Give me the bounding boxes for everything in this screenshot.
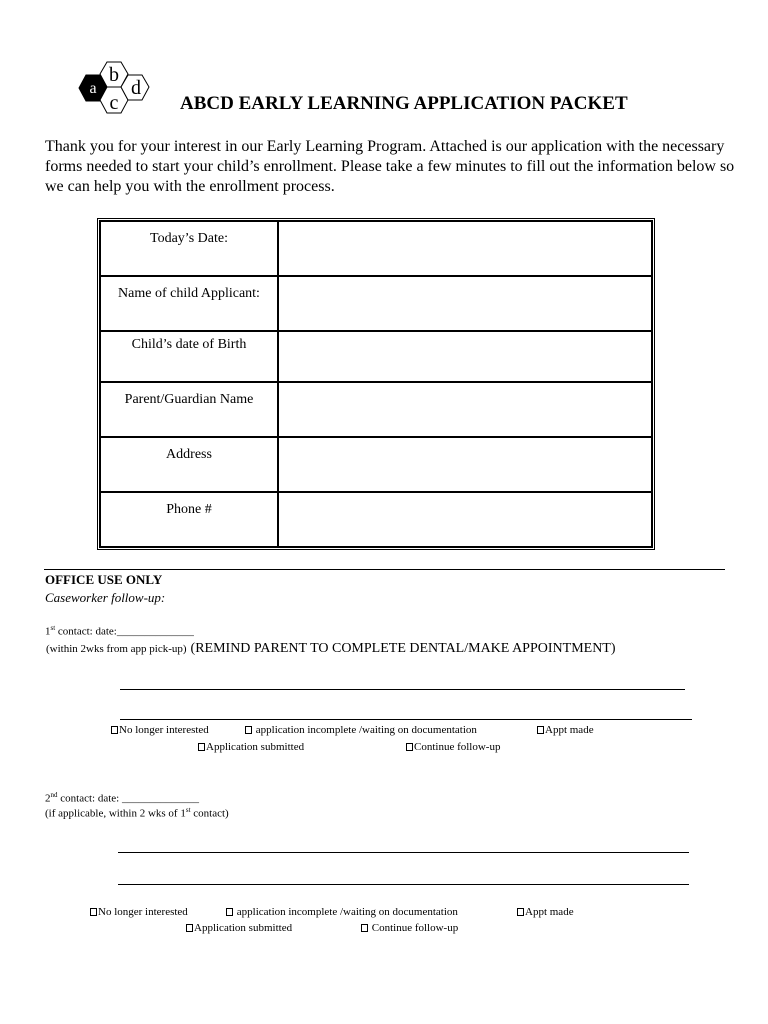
checkbox-box	[111, 726, 118, 734]
checkbox-label: application incomplete /waiting on documentation	[253, 724, 477, 736]
checkbox-label: No longer interested	[119, 724, 209, 736]
contact1-ordinal-suffix: st	[50, 624, 56, 632]
table-row	[100, 382, 652, 437]
checkbox-label: Continue follow-up	[414, 741, 501, 753]
logo-letter-d: d	[131, 77, 141, 99]
table-row	[100, 331, 652, 382]
contact1-continue-follow-up-checkbox[interactable]	[406, 741, 500, 753]
contact2-continue-follow-up-checkbox[interactable]	[361, 922, 458, 934]
table-row	[100, 437, 652, 492]
child-dob-field[interactable]	[278, 331, 652, 382]
checkbox-label: No longer interested	[98, 906, 188, 918]
checkbox-label: application incomplete /waiting on documentation	[234, 906, 458, 918]
first-contact-date-line[interactable]	[45, 624, 194, 638]
contact1-ordinal: 1	[45, 625, 51, 638]
checkbox-label: Appt made	[525, 906, 574, 918]
checkbox-box	[406, 743, 413, 751]
intro-paragraph: Thank you for your interest in our Early Learning Program. Attached is our application with the necessary forms needed to start your child’s enrollment. Please take a few minutes to fill out the information below so we can help you with the enrollment process.	[45, 138, 735, 195]
parent-name-label: Parent/Guardian Name	[100, 382, 278, 437]
logo-letter-a: a	[89, 80, 97, 97]
logo-letter-b: b	[109, 64, 119, 86]
contact2-within-prefix: (if applicable, within 2 wks of 1	[45, 807, 186, 820]
contact1-within-text: (within 2wks from app pick-up)	[46, 643, 187, 655]
second-contact-date-line[interactable]	[45, 791, 199, 805]
contact2-within-sup: st	[185, 806, 191, 814]
address-label: Address	[100, 437, 278, 492]
application-info-table	[97, 218, 655, 550]
second-contact-instructions	[45, 806, 229, 820]
table-row	[100, 492, 652, 547]
contact2-notes-line-2[interactable]	[118, 884, 689, 885]
logo-letter-c: c	[109, 92, 119, 114]
checkbox-box	[90, 908, 97, 916]
child-name-label: Name of child Applicant:	[100, 276, 278, 331]
checkbox-box	[198, 743, 205, 751]
section-divider	[44, 569, 725, 570]
abcd-logo	[66, 58, 172, 132]
checkbox-box	[361, 924, 368, 932]
checkbox-box	[226, 908, 233, 916]
parent-name-field[interactable]	[278, 382, 652, 437]
first-contact-instructions	[46, 639, 616, 657]
contact2-within-suffix: contact)	[190, 807, 229, 820]
child-name-field[interactable]	[278, 276, 652, 331]
contact2-no-longer-interested-checkbox[interactable]	[90, 906, 188, 918]
phone-label: Phone #	[100, 492, 278, 547]
contact2-application-submitted-checkbox[interactable]	[186, 922, 292, 934]
contact2-notes-line-1[interactable]	[118, 852, 689, 853]
contact1-appt-made-checkbox[interactable]	[537, 724, 594, 736]
contact1-notes-line-1[interactable]	[120, 689, 685, 690]
caseworker-subheading: Caseworker follow-up:	[45, 590, 166, 605]
office-use-heading: OFFICE USE ONLY	[45, 572, 163, 587]
contact1-notes-line-2[interactable]	[120, 719, 692, 720]
child-dob-label: Child’s date of Birth	[100, 331, 278, 382]
contact2-ordinal: 2	[45, 792, 51, 805]
checkbox-box	[537, 726, 544, 734]
todays-date-field[interactable]	[278, 221, 652, 276]
checkbox-box	[517, 908, 524, 916]
page-title: ABCD EARLY LEARNING APPLICATION PACKET	[180, 93, 628, 114]
contact2-ordinal-suffix: nd	[50, 791, 58, 799]
phone-field[interactable]	[278, 492, 652, 547]
todays-date-label: Today’s Date:	[100, 221, 278, 276]
address-field[interactable]	[278, 437, 652, 492]
checkbox-label: Application submitted	[194, 922, 293, 934]
checkbox-label: Application submitted	[206, 741, 305, 753]
contact1-remind-text: (REMIND PARENT TO COMPLETE DENTAL/MAKE APPOINTMENT)	[190, 641, 616, 656]
contact2-application-incomplete-checkbox[interactable]	[226, 906, 458, 918]
contact1-application-incomplete-checkbox[interactable]	[245, 724, 477, 736]
checkbox-box	[186, 924, 193, 932]
table-row	[100, 276, 652, 331]
contact2-date-label: contact: date: ______________	[57, 792, 199, 805]
contact2-appt-made-checkbox[interactable]	[517, 906, 574, 918]
table-row	[100, 221, 652, 276]
checkbox-box	[245, 726, 252, 734]
contact1-date-label: contact: date:______________	[55, 625, 194, 638]
contact1-application-submitted-checkbox[interactable]	[198, 741, 304, 753]
checkbox-label: Appt made	[545, 724, 594, 736]
contact1-no-longer-interested-checkbox[interactable]	[111, 724, 209, 736]
checkbox-label: Continue follow-up	[369, 922, 459, 934]
